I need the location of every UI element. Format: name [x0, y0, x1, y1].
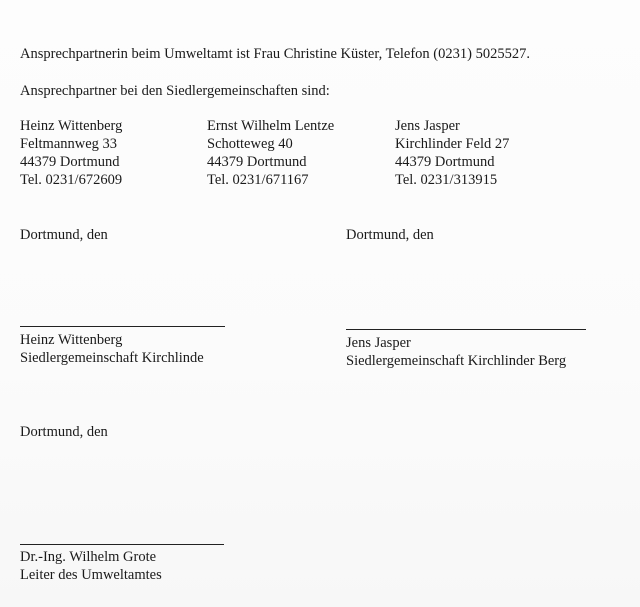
signatory-name-1: Heinz Wittenberg: [20, 332, 123, 348]
umweltamt-contact-line: Ansprechpartnerin beim Umweltamt ist Frau Christine Küster, Telefon (0231) 5025527.: [20, 46, 530, 62]
signature-line-1: [20, 326, 225, 327]
partners-heading: Ansprechpartner bei den Siedlergemeinschaften sind:: [20, 83, 330, 99]
contact-street: Kirchlinder Feld 27: [395, 136, 510, 152]
place-date-2: Dortmund, den: [346, 227, 434, 243]
contact-city: 44379 Dortmund: [207, 154, 307, 170]
contact-block-3: [395, 117, 509, 189]
signatory-name-2: Jens Jasper: [346, 335, 411, 351]
contact-city: 44379 Dortmund: [20, 154, 120, 170]
contact-street: Feltmannweg 33: [20, 136, 118, 152]
contact-city: 44379 Dortmund: [395, 154, 495, 170]
contact-name: Jens Jasper: [395, 118, 460, 134]
signatory-role-1: Siedlergemeinschaft Kirchlinde: [20, 350, 204, 366]
contact-block-1: [20, 117, 122, 189]
contact-name: Ernst Wilhelm Lentze: [207, 118, 335, 134]
place-date-3: Dortmund, den: [20, 424, 108, 440]
contact-street: Schotteweg 40: [207, 136, 293, 152]
contact-phone: Tel. 0231/671167: [207, 172, 309, 188]
contact-phone: Tel. 0231/672609: [20, 172, 123, 188]
signature-line-2: [346, 329, 586, 330]
contact-phone: Tel. 0231/313915: [395, 172, 498, 188]
signatory-role-3: Leiter des Umweltamtes: [20, 567, 162, 583]
contact-name: Heinz Wittenberg: [20, 118, 123, 134]
signatory-role-2: Siedlergemeinschaft Kirchlinder Berg: [346, 353, 567, 369]
contact-block-2: [207, 117, 334, 189]
place-date-1: Dortmund, den: [20, 227, 108, 243]
signatory-name-3: Dr.-Ing. Wilhelm Grote: [20, 549, 157, 565]
signature-line-3: [20, 544, 224, 545]
